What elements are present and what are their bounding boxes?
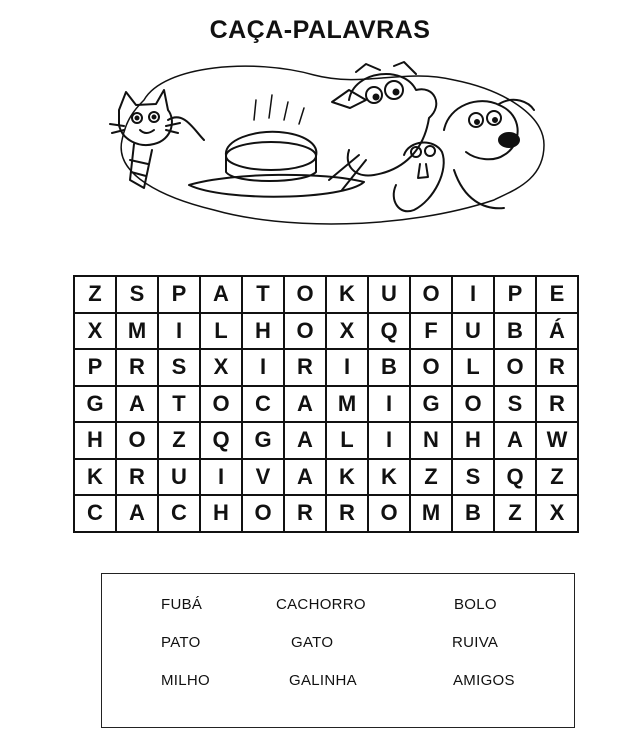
grid-cell[interactable]: E (536, 276, 578, 313)
grid-cell[interactable]: R (326, 495, 368, 532)
grid-cell[interactable]: K (74, 459, 116, 496)
grid-cell[interactable]: O (410, 349, 452, 386)
grid-cell[interactable]: Z (158, 422, 200, 459)
grid-cell[interactable]: M (116, 313, 158, 350)
word-item: BOLO (454, 596, 497, 613)
grid-cell[interactable]: R (284, 495, 326, 532)
grid-cell[interactable]: L (200, 313, 242, 350)
word-item: MILHO (161, 672, 211, 689)
grid-cell[interactable]: O (116, 422, 158, 459)
grid-cell[interactable]: H (74, 422, 116, 459)
grid-cell[interactable]: G (74, 386, 116, 423)
grid-cell[interactable]: A (116, 386, 158, 423)
grid-cell[interactable]: P (74, 349, 116, 386)
grid-row (74, 276, 578, 313)
grid-cell[interactable]: P (158, 276, 200, 313)
grid-cell[interactable]: F (410, 313, 452, 350)
grid-cell[interactable]: I (368, 422, 410, 459)
grid-cell[interactable]: A (284, 386, 326, 423)
grid-cell[interactable]: Z (494, 495, 536, 532)
grid-cell[interactable]: R (116, 459, 158, 496)
grid-cell[interactable]: I (158, 313, 200, 350)
cake-drawing (189, 95, 364, 197)
dog-drawing (394, 100, 534, 212)
grid-row (74, 422, 578, 459)
grid-row (74, 349, 578, 386)
grid-cell[interactable]: B (368, 349, 410, 386)
grid-cell[interactable]: P (494, 276, 536, 313)
grid-cell[interactable]: O (368, 495, 410, 532)
grid-cell[interactable]: N (410, 422, 452, 459)
grid-cell[interactable]: I (368, 386, 410, 423)
grid-cell[interactable]: I (200, 459, 242, 496)
grid-cell[interactable]: H (242, 313, 284, 350)
grid-cell[interactable]: Z (536, 459, 578, 496)
grid-cell[interactable]: Z (410, 459, 452, 496)
grid-cell[interactable]: I (326, 349, 368, 386)
grid-cell[interactable]: X (200, 349, 242, 386)
grid-cell[interactable]: R (284, 349, 326, 386)
grid-row (74, 495, 578, 532)
grid-cell[interactable]: U (368, 276, 410, 313)
grid-cell[interactable]: R (536, 386, 578, 423)
grid-cell[interactable]: S (116, 276, 158, 313)
grid-cell[interactable]: U (452, 313, 494, 350)
grid-cell[interactable]: O (242, 495, 284, 532)
grid-cell[interactable]: K (368, 459, 410, 496)
grid-cell[interactable]: S (158, 349, 200, 386)
word-item: CACHORRO (276, 596, 366, 613)
grid-cell[interactable]: H (200, 495, 242, 532)
cartoon-illustration (104, 60, 554, 235)
grid-cell[interactable]: G (410, 386, 452, 423)
grid-cell[interactable]: K (326, 459, 368, 496)
grid-cell[interactable]: Q (494, 459, 536, 496)
grid-cell[interactable]: Z (74, 276, 116, 313)
grid-cell[interactable]: Á (536, 313, 578, 350)
grid-cell[interactable]: T (242, 276, 284, 313)
grid-cell[interactable]: S (452, 459, 494, 496)
grid-cell[interactable]: H (452, 422, 494, 459)
grid-cell[interactable]: A (284, 422, 326, 459)
grid-cell[interactable]: V (242, 459, 284, 496)
word-search-grid (73, 275, 579, 533)
grid-cell[interactable]: O (410, 276, 452, 313)
grid-cell[interactable]: R (536, 349, 578, 386)
grid-row (74, 313, 578, 350)
word-item: FUBÁ (161, 596, 203, 613)
grid-cell[interactable]: X (74, 313, 116, 350)
page-title: CAÇA-PALAVRAS (209, 16, 431, 44)
grid-cell[interactable]: L (452, 349, 494, 386)
grid-cell[interactable]: O (284, 313, 326, 350)
cat-drawing (110, 90, 204, 188)
grid-cell[interactable]: A (200, 276, 242, 313)
grid-cell[interactable]: G (242, 422, 284, 459)
grid-cell[interactable]: I (452, 276, 494, 313)
grid-cell[interactable]: K (326, 276, 368, 313)
grid-cell[interactable]: Q (200, 422, 242, 459)
grid-cell[interactable]: M (410, 495, 452, 532)
grid-cell[interactable]: X (326, 313, 368, 350)
grid-cell[interactable]: R (116, 349, 158, 386)
grid-cell[interactable]: C (74, 495, 116, 532)
grid-row (74, 386, 578, 423)
word-list-box (101, 573, 575, 728)
grid-cell[interactable]: A (284, 459, 326, 496)
grid-cell[interactable]: M (326, 386, 368, 423)
grid-cell[interactable]: B (494, 313, 536, 350)
grid-cell[interactable]: A (116, 495, 158, 532)
grid-cell[interactable]: A (494, 422, 536, 459)
bird-drawing (329, 62, 436, 190)
grid-cell[interactable]: Q (368, 313, 410, 350)
grid-cell[interactable]: O (200, 386, 242, 423)
grid-cell[interactable]: W (536, 422, 578, 459)
grid-row (74, 459, 578, 496)
grid-cell[interactable]: C (242, 386, 284, 423)
grid-cell[interactable]: B (452, 495, 494, 532)
grid-cell[interactable]: O (494, 349, 536, 386)
word-item: GALINHA (289, 672, 357, 689)
word-item: AMIGOS (453, 672, 515, 689)
grid-cell[interactable]: T (158, 386, 200, 423)
grid-cell[interactable]: O (452, 386, 494, 423)
word-item: PATO (161, 634, 201, 651)
word-item: GATO (291, 634, 334, 651)
grid-cell[interactable]: U (158, 459, 200, 496)
grid-cell[interactable]: X (536, 495, 578, 532)
word-item: RUIVA (452, 634, 499, 651)
grid-cell[interactable]: C (158, 495, 200, 532)
grid-cell[interactable]: I (242, 349, 284, 386)
grid-cell[interactable]: L (326, 422, 368, 459)
grid-cell[interactable]: O (284, 276, 326, 313)
grid-cell[interactable]: S (494, 386, 536, 423)
